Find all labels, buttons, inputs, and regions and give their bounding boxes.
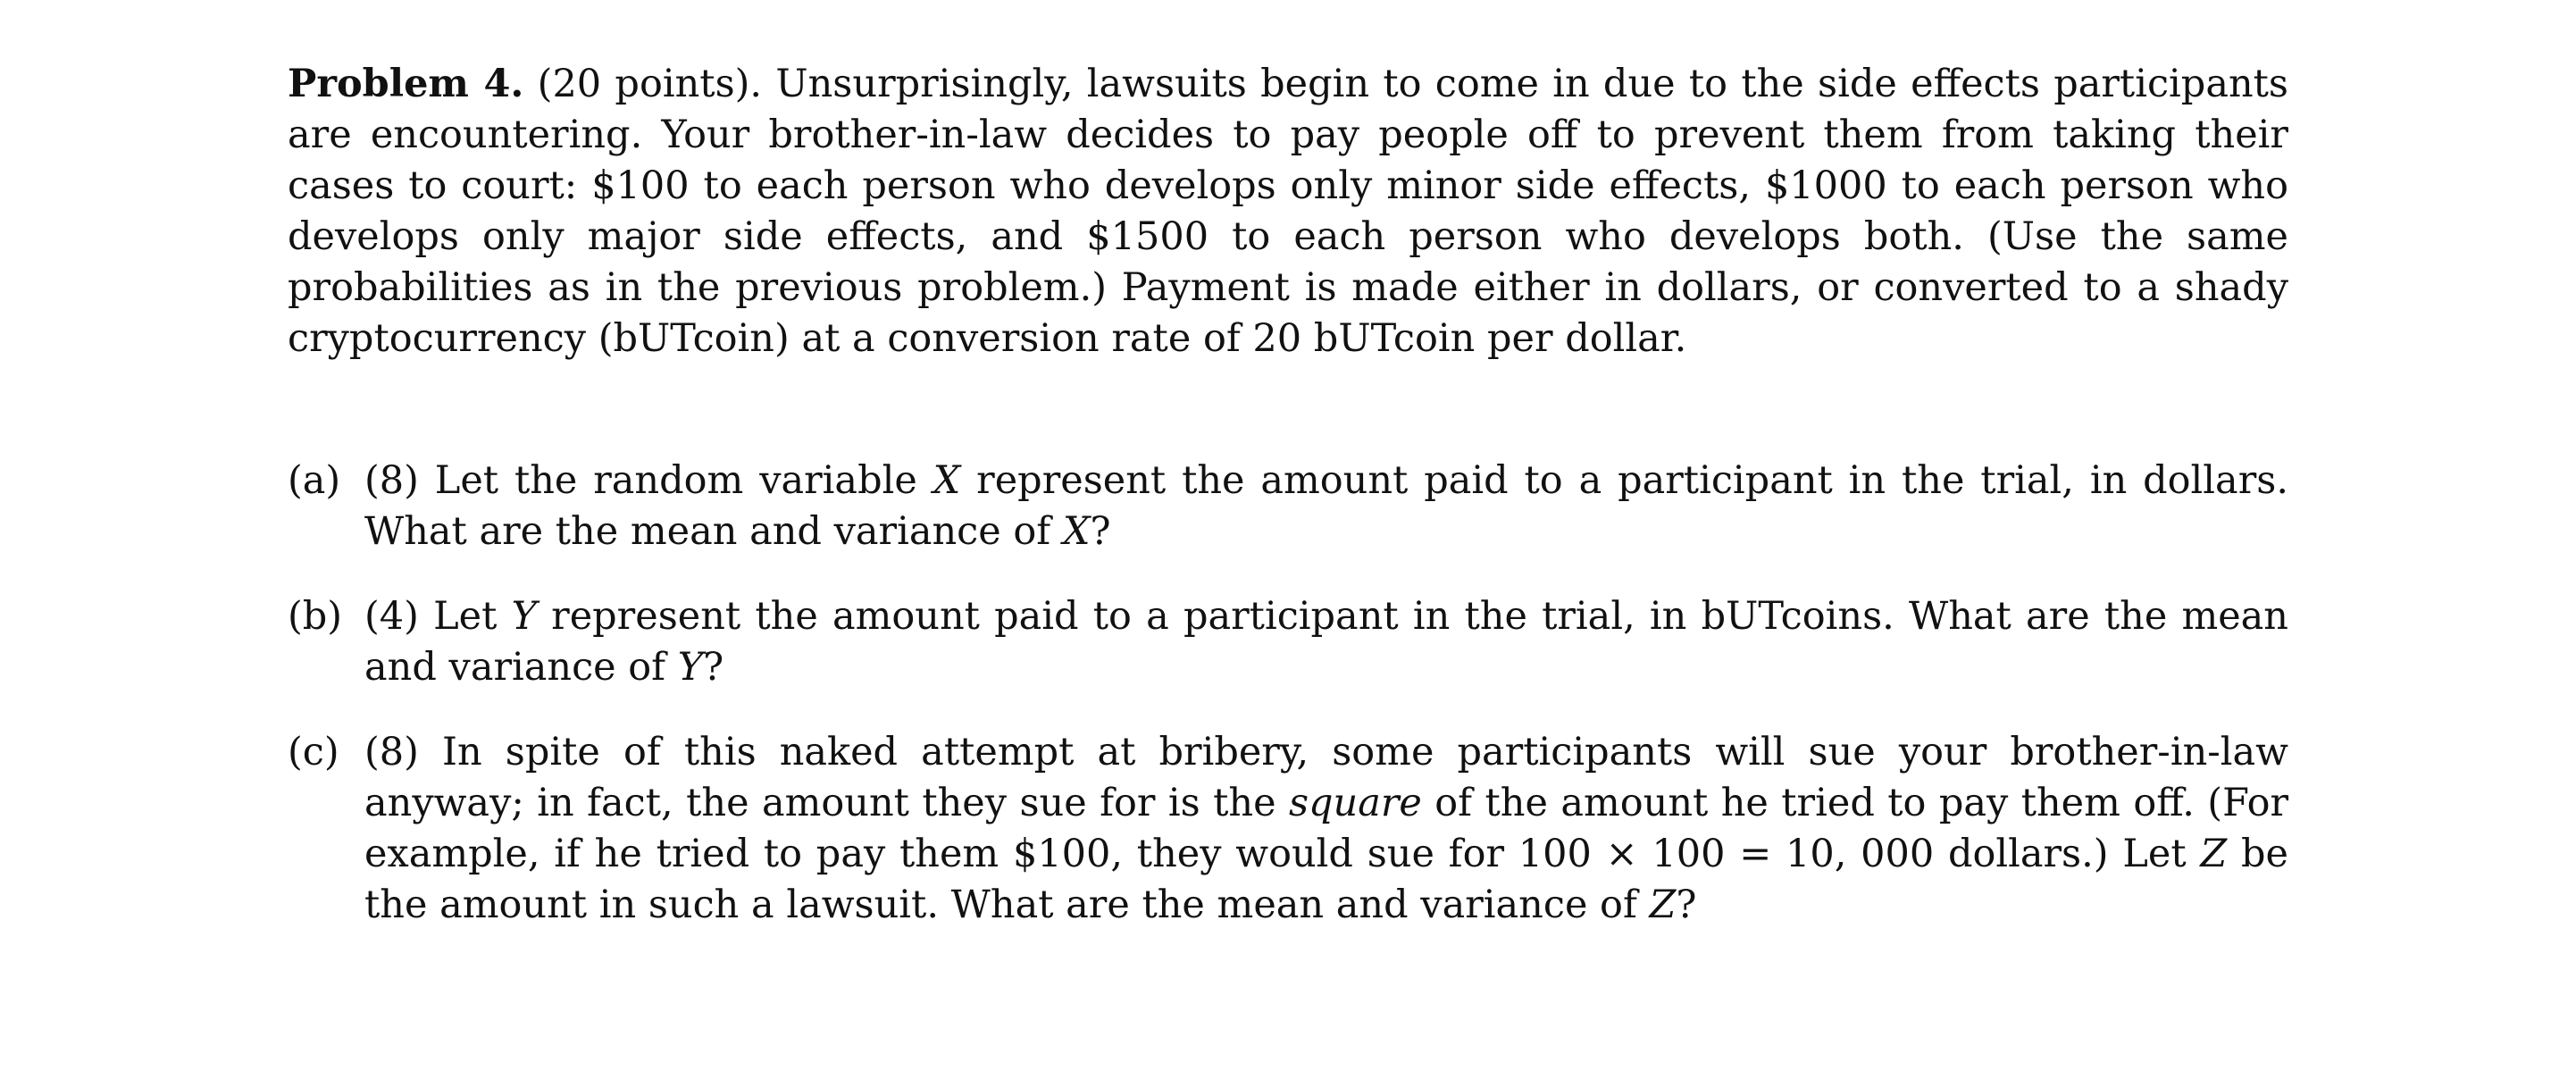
part-a-text-3: ? xyxy=(1090,509,1111,554)
part-c-text xyxy=(364,727,2288,931)
part-a-label: (a) xyxy=(288,458,341,503)
variable-x: X xyxy=(933,458,961,503)
problem-parts xyxy=(288,456,2288,931)
part-a-text-2: represent the amount paid to a participant in the trial, in dollars. What are the mean and variance of xyxy=(364,458,2288,554)
part-a-text xyxy=(364,456,2288,557)
problem-points: (20 points). xyxy=(537,62,763,106)
part-b-label: (b) xyxy=(288,594,343,639)
part-c-text-1: (8) In spite of this naked attempt at bribery, some participants will sue your brother-in-law anyway; in fact, the amount they sue for is the xyxy=(364,730,2288,825)
variable-y: Y xyxy=(511,594,537,639)
variable-x: X xyxy=(1062,509,1091,554)
part-c-text-3: be the amount in such a lawsuit. What are the mean and variance of xyxy=(364,832,2288,927)
problem-heading: Problem 4. xyxy=(288,62,524,106)
part-b-text-2: represent the amount paid to a participant in the trial, in bUTcoins. What are the mean and variance of xyxy=(364,594,2289,690)
emphasis-square: square xyxy=(1288,781,1422,825)
part-b-text-1: (4) Let xyxy=(364,594,512,639)
problem-statement xyxy=(288,59,2288,364)
problem-text: Unsurprisingly, lawsuits begin to come in due to the side effects participants are encountering. Your brother-in-law decides to pay people off to prevent them from taking their cases to court: $100 to each person who develops only minor side effects, $1000 to each person who develops only major side effects, and $1500 to each person who develops both. (Use the same probabilities as in the previous problem.) Payment is made either in dollars, or converted to a shady cryptocurrency (bUTcoin) at a conversion rate of 20 bUTcoin per dollar. xyxy=(288,62,2289,361)
variable-z: Z xyxy=(2200,832,2228,876)
part-b-text-3: ? xyxy=(703,645,724,690)
part-c-label: (c) xyxy=(288,730,339,774)
variable-y: Y xyxy=(677,645,704,690)
part-c xyxy=(288,727,2288,931)
part-b xyxy=(288,591,2288,693)
part-a-text-1: (8) Let the random variable xyxy=(364,458,933,503)
document-page xyxy=(288,59,2288,965)
part-c-text-4: ? xyxy=(1676,883,1697,927)
part-c-text-2: of the amount he tried to pay them off. (For example, if he tried to pay them $100, they would sue for 100 × 100 = 10, 000 dollars.) Let xyxy=(364,781,2289,876)
part-b-text xyxy=(364,591,2288,693)
part-a xyxy=(288,456,2288,557)
variable-z: Z xyxy=(1649,883,1677,927)
